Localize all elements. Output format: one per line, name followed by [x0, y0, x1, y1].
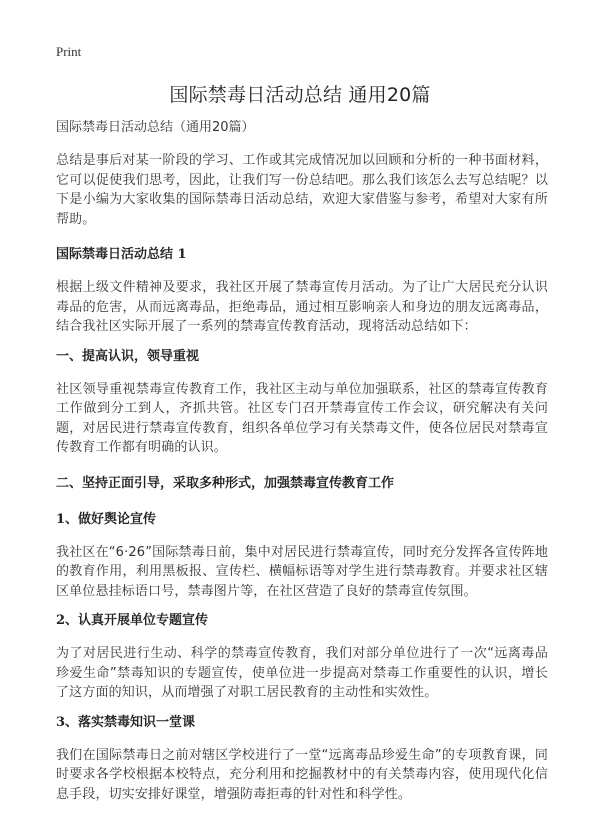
print-link[interactable]: Print [56, 44, 82, 59]
sub3-paragraph: 我们在国际禁毒日之前对辖区学校进行了一堂“远离毒品珍爱生命”的专项教育课，同时要求各学校根据本校特点，充分利用和挖掘教材中的有关禁毒内容，使用现代化信息手段，切实安排好课堂，增强防毒拒毒的针对性和科学性。 [56, 747, 548, 802]
intro-paragraph: 总结是事后对某一阶段的学习、工作或其完成情况加以回顾和分析的一种书面材料，它可以促使我们思考，因此，让我们写一份总结吧。那么我们该怎么去写总结呢？以下是小编为大家收集的国际禁毒日活动总结，欢迎大家借鉴与参考，希望对大家有所帮助。 [56, 153, 548, 227]
sub2-heading: 2、认真开展单位专题宣传 [56, 613, 209, 628]
page-title: 国际禁毒日活动总结 通用20篇 [169, 84, 431, 106]
sub1-heading: 1、做好舆论宣传 [56, 511, 157, 527]
article-body [56, 118, 548, 804]
section-heading: 国际禁毒日活动总结 1 [56, 247, 187, 262]
sub3-heading: 3、落实禁毒知识一堂课 [56, 714, 196, 730]
sub2-paragraph: 为了对居民进行生动、科学的禁毒宣传教育，我们对部分单位进行了一次“远离毒品珍爱生命”禁毒知识的专题宣传，使单位进一步提高对禁毒工作重要性的认识，增长了这方面的知识，从而增强了对职工居民教育的主动性和实效性。 [56, 646, 548, 700]
article-subtitle: 国际禁毒日活动总结（通用20篇） [56, 120, 255, 135]
part2-heading: 二、坚持正面引导，采取多种形式，加强禁毒宣传教育工作 [56, 475, 395, 491]
part1-paragraph: 社区领导重视禁毒宣传教育工作，我社区主动与单位加强联系，社区的禁毒宣传教育工作做到分工到人，齐抓共管。社区专门召开禁毒宣传工作会议，研究解决有关问题，对居民进行禁毒宣传教育，组织各单位学习有关禁毒文件，使各位居民对禁毒宣传教育工作都有明确的认识。 [56, 381, 548, 455]
part1-heading: 一、提高认识，领导重视 [56, 348, 200, 364]
section-intro-paragraph: 根据上级文件精神及要求，我社区开展了禁毒宣传月活动。为了让广大居民充分认识毒品的危害，从而远离毒品，拒绝毒品，通过相互影响亲人和身边的朋友远离毒品，结合我社区实际开展了一系列的禁毒宣传教育活动，现将活动总结如下： [56, 280, 548, 334]
sub1-paragraph: 我社区在“6·26”国际禁毒日前，集中对居民进行禁毒宣传，同时充分发挥各宣传阵地的教育作用，利用黑板报、宣传栏、横幅标语等对学生进行禁毒教育。并要求社区辖区单位悬挂标语口号，禁毒图片等，在社区营造了良好的禁毒宣传氛围。 [56, 544, 548, 599]
